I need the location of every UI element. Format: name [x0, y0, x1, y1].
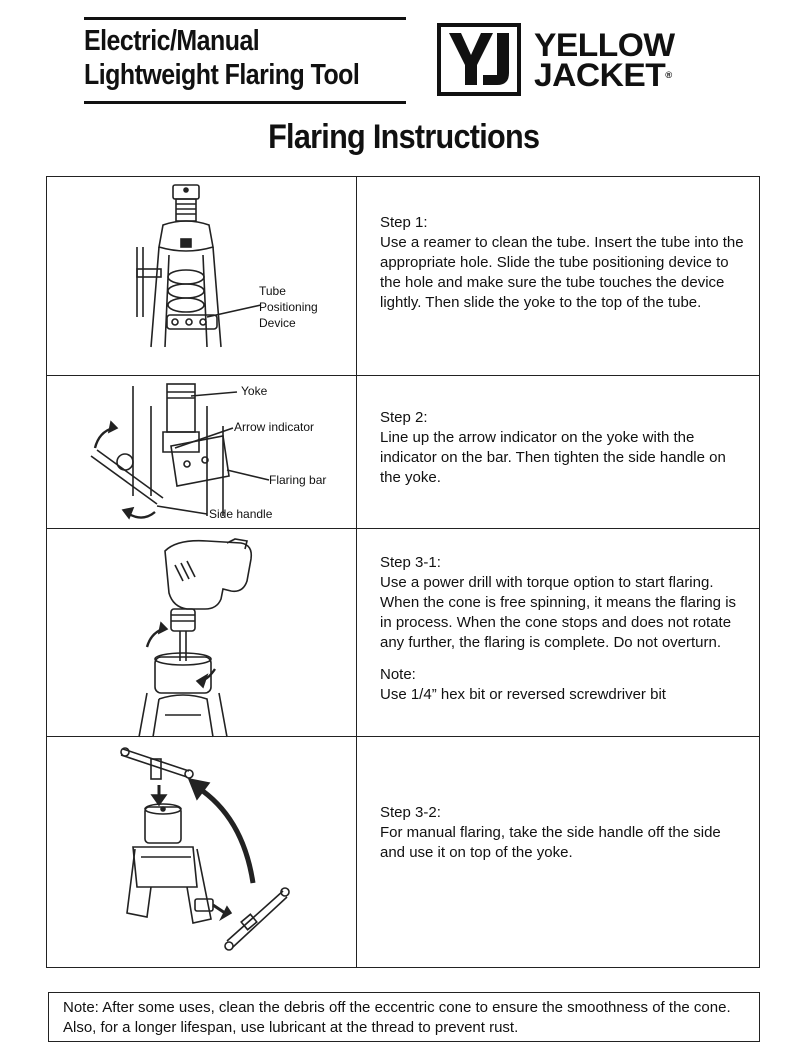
step-1-heading: Step 1: — [380, 214, 428, 231]
step-1-text — [380, 213, 744, 313]
step-2-text — [380, 408, 744, 488]
manual-flaring-icon — [47, 737, 357, 967]
callout-device: Device — [259, 316, 296, 330]
step-3-1-heading: Step 3-1: — [380, 554, 441, 571]
step-2-illustration — [47, 376, 357, 528]
callout-positioning: Positioning — [259, 300, 318, 314]
brand-name-line2 — [534, 57, 675, 93]
tube-positioning-callout — [259, 283, 318, 331]
callout-flaring-bar: Flaring bar — [269, 473, 327, 487]
step-3-1-illustration — [47, 529, 357, 736]
brand-name-line1: YELLOW — [534, 27, 675, 63]
registered-mark: ® — [665, 70, 673, 80]
yoke-detail-icon — [47, 376, 357, 529]
callout-tube: Tube — [259, 284, 286, 298]
brand-name-line2-text: JACKET — [534, 57, 666, 93]
document-title-line2: Lightweight Flaring Tool — [84, 59, 360, 91]
maintenance-note: Note: After some uses, clean the debris off the eccentric cone to ensure the smoothness of the cone. Also, for a longer lifespan, use lubricant at the thread to prevent rust. — [48, 992, 760, 1042]
document-title-line1: Electric/Manual — [84, 25, 260, 57]
power-drill-icon — [47, 529, 357, 737]
step-1-body: Use a reamer to clean the tube. Insert the tube into the appropriate hole. Slide the tube positioning device to the hole and make sure the tube touches the device lightly. Then slide the yoke to the top of the tube. — [380, 234, 744, 311]
step-3-1-body: Use a power drill with torque option to start flaring. When the cone is free spinning, it means the flaring is in process. When the cone stops and does not rotate any further, the flaring is complete. Do not overturn. — [380, 574, 737, 651]
brand-name — [534, 27, 675, 93]
step-row-1 — [47, 177, 759, 376]
callout-yoke: Yoke — [241, 384, 268, 398]
callout-arrow-indicator: Arrow indicator — [234, 420, 315, 434]
document-title — [84, 24, 361, 92]
callout-side-handle: Side handle — [209, 507, 273, 521]
step-row-3-1 — [47, 529, 759, 737]
step-2-heading: Step 2: — [380, 409, 428, 426]
step-3-2-heading: Step 3-2: — [380, 804, 441, 821]
step-3-1-text — [380, 553, 744, 705]
steps-table — [46, 176, 760, 968]
step-3-1-note-heading: Note: — [380, 666, 416, 683]
step-2-body: Line up the arrow indicator on the yoke with the indicator on the bar. Then tighten the side handle on the yoke. — [380, 429, 726, 486]
page-title — [0, 116, 808, 158]
brand-logo-mark — [437, 14, 521, 96]
step-3-2-illustration — [47, 737, 357, 967]
yj-logo-icon — [441, 14, 517, 92]
step-3-2-body: For manual flaring, take the side handle off the side and use it on top of the yoke. — [380, 824, 721, 861]
step-row-2 — [47, 376, 759, 529]
step-1-illustration — [47, 177, 357, 375]
header-rule-bottom — [84, 101, 406, 104]
flaring-tool-icon — [47, 177, 357, 376]
logo-mark-text: YJ — [441, 14, 460, 31]
step-3-2-text — [380, 803, 744, 863]
header-rule-top — [84, 17, 406, 20]
step-3-1-note — [380, 665, 744, 705]
step-row-3-2 — [47, 737, 759, 967]
step-3-1-note-body: Use 1/4” hex bit or reversed screwdriver bit — [380, 686, 666, 703]
page-title-text: Flaring Instructions — [268, 118, 540, 156]
